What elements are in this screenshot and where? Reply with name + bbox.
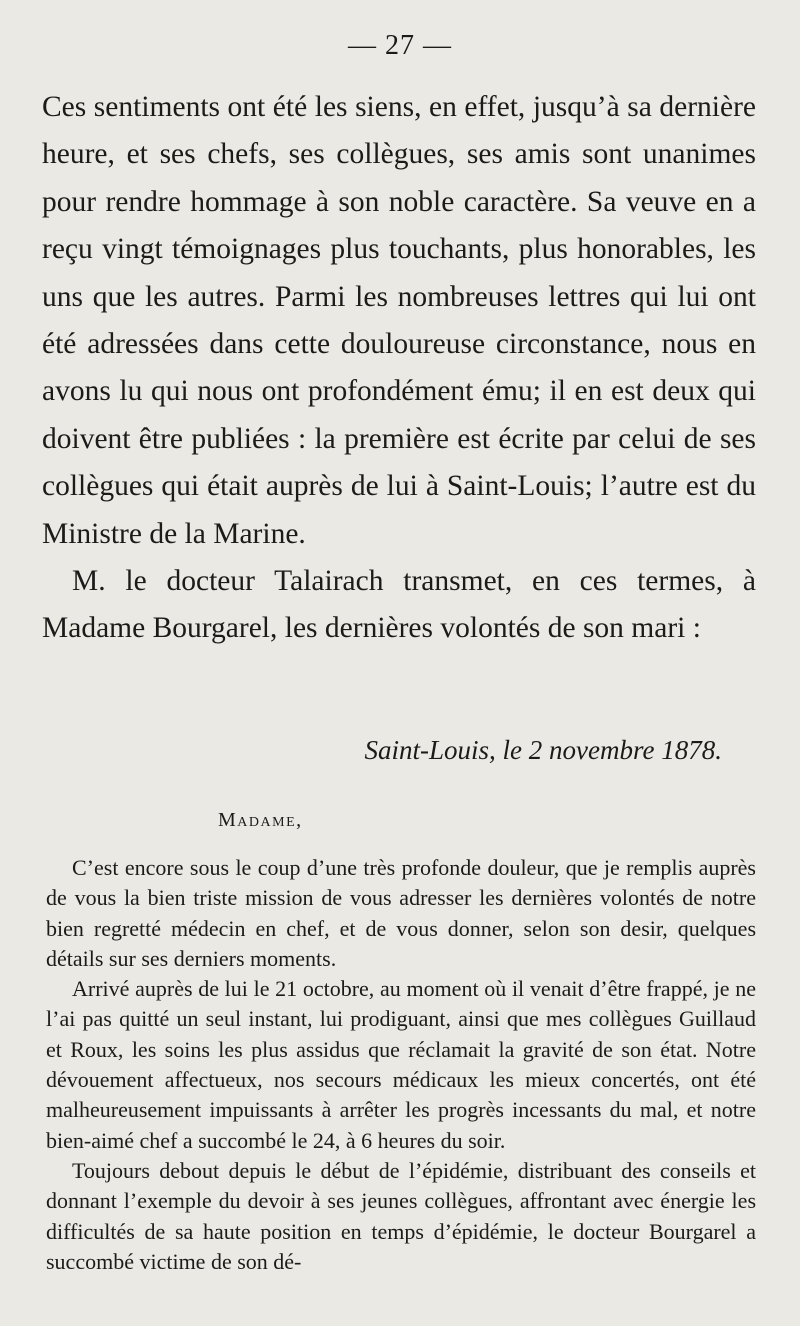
paragraph-introduction: M. le docteur Talairach transmet, en ces termes, à Madame Bourgarel, les dernières volontés de son mari : xyxy=(42,565,756,645)
letter-paragraph: Arrivé auprès de lui le 21 octobre, au moment où il venait d’être frappé, je ne l’ai pas quitté un seul instant, lui prodiguant, ainsi que mes collègues Guillaud et Roux, les soins les plus assidus que réclamait la gravité de son état. Notre dévouement affectueux, nos secours médicaux les mieux concertés, ont été malheureusement impuissants à arrêter les progrès incessants du mal, et notre bien-aimé chef a succombé le 24, à 6 heures du soir. xyxy=(46,976,756,1153)
letter-paragraph: C’est encore sous le coup d’une très profonde douleur, que je remplis auprès de vous la bien triste mission de vous adresser les dernières volontés de notre bien regretté médecin en chef, et de vous donner, selon son desir, quelques détails sur ses derniers moments. xyxy=(46,855,756,971)
letter-paragraph: Toujours debout depuis le début de l’épidémie, distribuant des conseils et donnant l’exemple du devoir à ses jeunes collègues, affrontant avec énergie les difficultés de sa haute position en temps d’épidémie, le docteur Bourgarel a succombé victime de son dé- xyxy=(46,1157,756,1274)
page-number: — 27 — xyxy=(348,30,452,61)
letter-body xyxy=(46,853,756,1277)
main-text xyxy=(42,84,756,653)
letter-dateline: Saint-Louis, le 2 novembre 1878. xyxy=(364,735,722,765)
letter-salutation: Madame, xyxy=(218,809,303,831)
paragraph-tributes: Ces sentiments ont été les siens, en effet, jusqu’à sa dernière heure, et ses chefs, ses collègues, ses amis sont unanimes pour rendre hommage à son noble caractère. Sa veuve en a reçu vingt témoignages plus touchants, plus honorables, les uns que les autres. Parmi les nombreuses lettres qui lui ont été adressées dans cette douloureuse circonstance, nous en avons lu qui nous ont profondément ému; il en est deux qui doivent être publiées : la première est écrite par celui de ses collègues qui était auprès de lui à Saint-Louis; l’autre est du Ministre de la Marine. xyxy=(42,91,756,550)
